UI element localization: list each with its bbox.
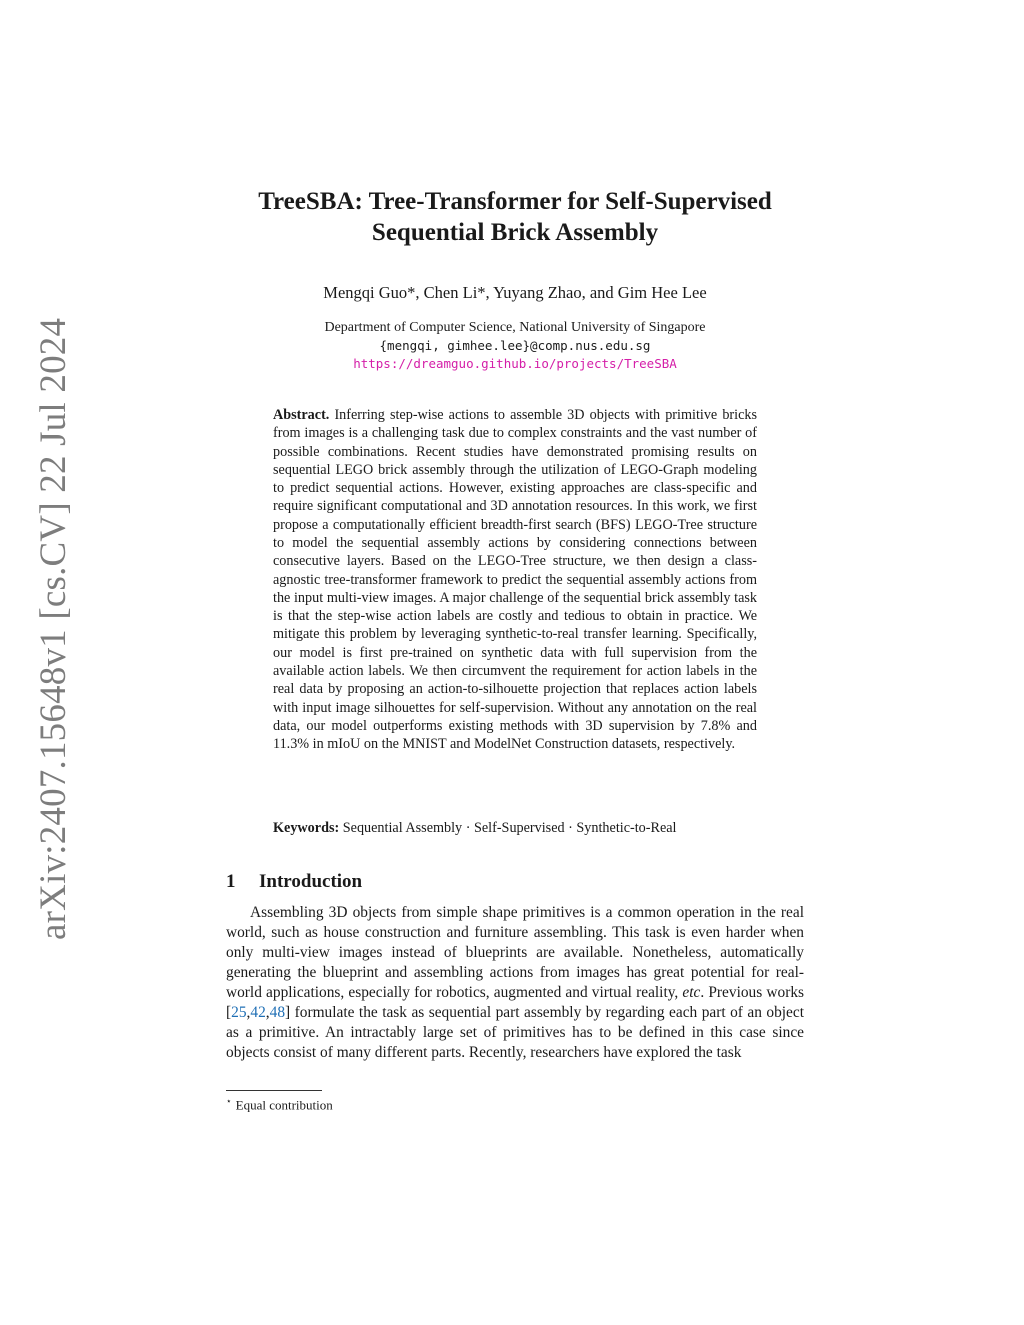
introduction-paragraph: Assembling 3D objects from simple shape primitives is a common operation in the real world, such as house construction and furniture assembling. This task is even harder when only multi-view images instead of blueprints are available. Nonetheless, automatically generating the blueprint and assembling actions from images has great potential for real-world applications, especially for robotics, augmented and virtual reality, etc. Previous works [25,42,48] formulate the task as sequential part assembly by regarding each part of an object as a primitive. An intractably large set of primitives has to be defined in this case since objects consist of many different parts. Recently, researchers have explored the task	[226, 904, 804, 1061]
citation-link[interactable]: 25	[231, 1004, 247, 1021]
affiliation-block	[150, 319, 880, 373]
citation-link[interactable]: 42	[250, 1004, 266, 1021]
author-list: Mengqi Guo*, Chen Li*, Yuyang Zhao, and Gim Hee Lee	[323, 283, 707, 302]
abstract-label: Abstract.	[273, 407, 330, 423]
email-address: {mengqi, gimhee.lee}@comp.nus.edu.sg	[379, 338, 651, 353]
intro-text-3: ] formulate the task as sequential part assembly by regarding each part of an object as a primitive. An intractably large set of primitives has to be defined in this case since objects consist of many different parts. Recently, researchers have explored the task	[226, 1004, 804, 1061]
section-title: Introduction	[259, 871, 363, 892]
title-line-2: Sequential Brick Assembly	[371, 219, 659, 246]
keywords-label: Keywords:	[273, 820, 340, 836]
footnote	[226, 1096, 333, 1113]
intro-text-2: . Previous works [	[226, 984, 804, 1021]
project-url-link[interactable]: https://dreamguo.github.io/projects/TreeSBA	[353, 356, 677, 371]
abstract	[273, 406, 757, 753]
section-heading-introduction	[226, 871, 362, 893]
title-line-1: TreeSBA: Tree-Transformer for Self-Supervised	[258, 188, 772, 215]
citation-link[interactable]: 48	[269, 1004, 286, 1021]
footnote-divider	[226, 1090, 322, 1091]
intro-text-1: Assembling 3D objects from simple shape primitives is a common operation in the real world, such as house construction and furniture assembling. This task is even harder when only multi-view images instead of blueprints are available. Nonetheless, automatically generating the blueprint and assembling actions from images has great potential for real-world applications, especially for robotics, augmented and virtual reality,	[226, 904, 804, 1001]
affiliation: Department of Computer Science, National University of Singapore	[324, 320, 706, 335]
section-number: 1	[226, 871, 236, 892]
keywords	[273, 819, 757, 837]
footnote-mark: ⋆	[226, 1096, 232, 1106]
intro-etc: etc	[682, 984, 701, 1001]
keywords-text: Sequential Assembly · Self-Supervised · Synthetic-to-Real	[342, 820, 677, 836]
arxiv-identifier-stamp[interactable]: arXiv:2407.15648v1 [cs.CV] 22 Jul 2024	[33, 317, 74, 940]
paper-title	[150, 186, 880, 248]
abstract-text: Inferring step-wise actions to assemble 3D objects with primitive bricks from images is a challenging task due to complex constraints and the vast number of possible combinations. Recent studies have demonstrated promising results on sequential LEGO brick assembly through the utilization of LEGO-Graph modeling to predict sequential actions. However, existing approaches are class-specific and require significant computational and 3D annotation resources. In this work, we first propose a computationally efficient breadth-first search (BFS) LEGO-Tree structure to model the sequential assembly actions by considering connections between consecutive layers. Based on the LEGO-Tree structure, we then design a class-agnostic tree-transformer framework to predict the sequential assembly actions from the input multi-view images. A major challenge of the sequential brick assembly task is that the step-wise action labels are costly and tedious to obtain in practice. We mitigate this problem by leveraging synthetic-to-real transfer learning. Specifically, our model is first pre-trained on synthetic data with full supervision from the available action labels. We then circumvent the requirement for action labels in the real data by proposing an action-to-silhouette projection that replaces action labels with input image silhouettes for self-supervision. Without any annotation on the real data, our model outperforms existing methods with 3D supervision by 7.8% and 11.3% in mIoU on the MNIST and ModelNet Construction datasets, respectively.	[273, 407, 758, 753]
footnote-text: Equal contribution	[235, 1097, 333, 1113]
